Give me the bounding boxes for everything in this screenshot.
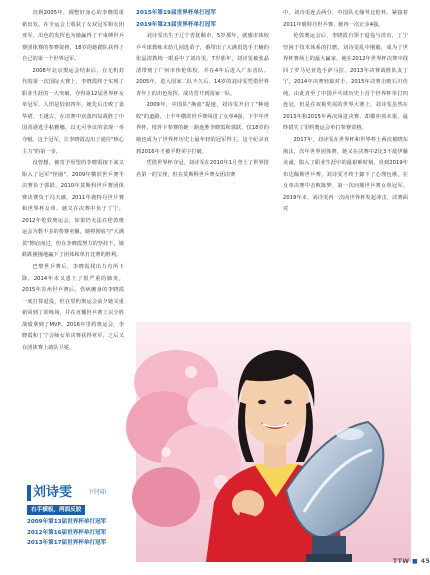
record-item: 2009年第13届世界杯单打冠军 bbox=[27, 519, 107, 525]
magazine-brand: TTW bbox=[393, 558, 410, 565]
record-item: 2012年第16届世界杯单打冠军 bbox=[27, 529, 107, 536]
player-photo bbox=[136, 322, 411, 562]
article-paragraph: 2008年北京奥运会结束后，在无机封代的第一次国际大赛上，李晓霞终于实现了职业生涯的一大突破，夺得第12届世界杯女单冠军，人但是恰如四年，她先后击败了姜华珺、王越古，在决赛中直落四局战胜了中国香港选手帖雅娜，以无可争议的表现一举夺魁。这个冠军，让李晓霞迈出了通往"核心主力"的第一步。 bbox=[22, 67, 124, 155]
record-header: 2015年第19届世界杯单打冠军 bbox=[136, 10, 217, 16]
player-accent-bar bbox=[27, 485, 31, 501]
article-column-right bbox=[283, 8, 408, 216]
page-footer bbox=[393, 558, 430, 565]
article-paragraph: 没曾想，被寄予厚望的李晓霞接下来又陷入了冠军"怪圈"，2009年横滨世乒赛半决赛负于郭跃，2010年莫斯科世乒赛团体赛决赛负于冯天薇，2011年鹿特丹世乒赛和世界杯女单，她又在决赛中负于丁宁。2012年伦敦奥运会，如果仍无法在伦敦奥运会为数不多的参赛名额，她将彻底与"大满贯"擦肩而过，但在李晓霞努力的坚持下，她跌跌撞撞地赢下了团体和单打比赛的胜利。 bbox=[22, 160, 124, 259]
article-paragraph: 刘诗雯出生于辽宁省抚顺市，5岁那年，就感市体校乒乓球教练未幼儿园选苗子，番带出了大满贯选手王楠的张晶清教练一眼看中了刘诗雯。7岁那年，刘诗雯被张晶清带到了广州市伟伦体校，并在4年后进入广东省队。2005年，进入国家二队不久后，14岁的刘诗雯凭借世界青年上的出色发挥，成功晋升到国家一队。 bbox=[136, 33, 269, 97]
article-paragraph: 直到2005年，调整好身心的李晓霞重新出发，在全运会上收获了女双冠军和女团亚军，出色的发挥也为她赢得了不束缚世乒赛团体赛的参赛资格，18岁的她踏队获得了自己的第一个世界冠军。 bbox=[22, 10, 124, 63]
article-paragraph: 2009年，中国队"换血"提速，刘诗雯开启了"种地收"的道路，上半年横滨世乒赛闯进了女单4强，下半年世界杯，按外卡参赛的她一路连胜李晓霞和郭跃，仅18岁的她也成为了世界杯历史上最年轻的冠军得主。这个纪录直到2016年才被平野美宇打破。 bbox=[136, 102, 269, 155]
footer-separator-icon: ■ bbox=[412, 558, 419, 565]
player-country: （中国） bbox=[86, 489, 111, 496]
article-paragraph: 巴黎世乒赛后，李晓霞找出力有所下降，2014年末又患上了很严重的肺炎。2015年苏州世乒赛后，伤病缠身的李晓霞一度打算退役，但在里约奥运会前夕她又重新回到了训练场，并在直播世乒赛上以全胜战绩拿到了MVP。2016年里约奥运会，李晓霞和丁宁会师女单决赛获得亚军，之后又在团体赛上助队卫冕。 bbox=[22, 264, 124, 351]
player-style-badge: 右手横板，两面反胶 bbox=[27, 505, 85, 515]
record-header: 2019年第23届世界杯单打冠军 bbox=[136, 21, 217, 28]
article-column-left bbox=[22, 8, 124, 354]
article-paragraph: 凭借世界杯夺冠，刘诗雯在2010年1月登上了世界排名第一的宝座，但在莫斯科世乒赛女团决赛 bbox=[136, 160, 269, 178]
page-number: 45 bbox=[420, 558, 430, 565]
article-paragraph: 中，刘诗雯连丢两分，中国队无缘考比伦杯。紧接着2011年鹿特丹世乒赛，她再一次止步4强。 bbox=[283, 10, 408, 28]
article-paragraph: 2017年，刘诗雯在世界杯和世界杯上两次被晓东淘汰，次年世界团体赛，她又在决赛中2比3不敌伊藤美诚，陷入了职业生涯中的最艰难时刻。直到2019年布达佩斯世乒赛，刘诗雯才终于卸下了心理包袱，在女单决赛中击败陈梦，第一次问鼎世乒赛女单冠军。2019年末，刘诗雯再一次向世界杯发起冲击，决赛面对 bbox=[283, 137, 408, 213]
record-item: 2013年第17届世界杯单打冠军 bbox=[27, 540, 107, 547]
player-name: 刘诗雯 bbox=[33, 485, 73, 500]
player-records bbox=[27, 517, 106, 549]
article-paragraph: 伦敦奥运会后，李晓霞自领于退役与淡出，丁宁坚困于技术体系的打磨，刘诗雯乱中刚毅，成为了世界杯赛场上的最大赢家，她在2012年世界杯决赛中找回了罗马尼亚选手萨马拉，2013年决赛战胜队友丁宁，2014年决赛轻取对手，2015年决赛击败石川佳纯。由此直至了中国乒乓球历史上首个世界杯单打四连冠，但是在双板奖需的世界大赛上，刘诗雯虽然在2013年和2015年两次闯进决赛，却都冲顶未果，最终错失了里约奥运会单打参赛资格。 bbox=[283, 33, 408, 132]
article-column-middle bbox=[136, 8, 269, 181]
